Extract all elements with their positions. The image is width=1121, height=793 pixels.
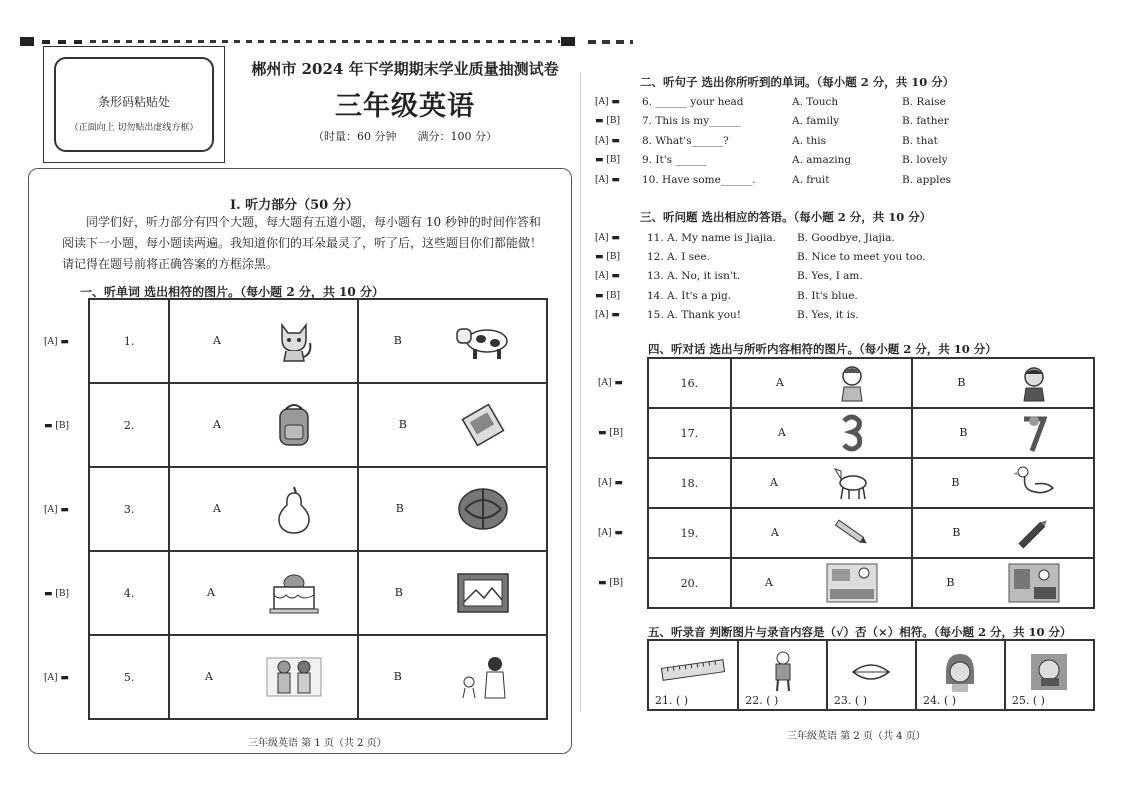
subject-title: 三年级英语 [335,91,475,122]
table-row [648,458,1094,508]
room-icon [1008,563,1060,603]
option-b: B. father [902,115,949,127]
option-a: A [731,558,913,608]
question-text: 7. This is my______ [642,115,741,127]
answer-mark: [A] ▬ [595,271,620,281]
question-number: 20. [648,558,731,608]
barcode-sticker-area [43,46,225,163]
answer-mark: [A] ▬ [595,233,620,243]
option-b: B. Yes, it is. [797,309,859,321]
answer-mark: ▬ [B] [595,291,621,301]
answer-mark: [A] ▬ [44,673,69,683]
girl-face-icon [837,363,867,403]
option-b: B. Nice to meet you too. [797,251,926,263]
pencil-icon [832,516,872,550]
option-a: A. family [792,115,840,127]
option-a: A. this [792,135,826,147]
list-item [1005,640,1094,710]
option-a: A. Touch [792,96,839,108]
answer-mark: [A] ▬ [44,337,69,347]
duck-icon [1013,464,1055,502]
answer-mark: [A] ▬ [595,310,620,320]
list-item [738,640,827,710]
answer-mark: [A] ▬ [595,136,620,146]
option-b: B [912,408,1094,458]
option-a: A. fruit [792,174,830,186]
question-text: 6. ______ your head [642,96,744,108]
question-number: 2. [89,383,169,467]
answer-mark: [A] ▬ [595,97,620,107]
registration-mark [42,40,50,44]
boy-face-icon [1019,363,1049,403]
answer-blank[interactable]: 23. ( ) [833,694,867,707]
table-row [89,383,547,467]
answer-mark: ▬ [B] [598,578,624,588]
section4-title: 四、听对话 选出与所听内容相符的图片。（每小题 2 分，共 10 分） [648,342,997,356]
option-b: B. It's blue. [797,290,858,302]
mouth-icon [851,662,891,682]
option-b: B [912,358,1094,408]
option-a: 12. A. I see. [647,251,710,263]
question-number: 18. [648,458,731,508]
page-two-footer: 三年级英语 第 2 页（共 4 页） [787,731,926,742]
question-number: 17. [648,408,731,458]
registration-mark [58,40,66,44]
answer-blank[interactable]: 21. ( ) [655,694,689,707]
option-a: A [169,299,358,383]
picture-frame-icon [456,572,510,614]
question-text: 9. It's ______ [642,154,707,166]
answer-mark: [A] ▬ [595,175,620,185]
barcode-title: 条形码粘贴处 [97,95,170,109]
section4-table [647,357,1095,609]
list-item [827,640,916,710]
question-number: 4. [89,551,169,635]
question-number: 1. [89,299,169,383]
option-b: B [912,558,1094,608]
horse-icon [831,465,873,501]
table-row [648,640,1094,710]
answer-blank[interactable]: 24. ( ) [922,694,957,707]
schoolbag-icon [274,401,314,449]
list-item [648,640,738,710]
table-row [89,551,547,635]
table-row [648,358,1094,408]
answer-mark: [A] ▬ [44,505,69,515]
section1-title: 一、听单词 选出相符的图片。（每小题 2 分，共 10 分） [80,285,384,299]
number-seven-icon [1021,413,1047,453]
table-row [89,299,547,383]
girl-icon [455,654,511,700]
part-title: I. 听力部分（50 分） [230,198,359,213]
answer-mark: ▬ [B] [595,252,621,262]
registration-mark [20,37,34,46]
option-a: 13. A. No, it isn't. [647,270,741,282]
option-a: A [169,383,358,467]
cow-icon [455,321,511,361]
option-a: A [731,358,913,408]
ruler-icon [658,658,728,682]
page-one-footer: 三年级英语 第 1 页（共 2 页） [248,738,387,749]
option-a: A [731,408,913,458]
question-number: 19. [648,508,731,558]
table-row [648,508,1094,558]
option-a: A [731,508,913,558]
option-a: A [731,458,913,508]
barcode-note: （正面向上 切勿贴出虚线方框） [69,123,199,133]
option-b: B [358,467,547,551]
option-a: A [169,551,358,635]
registration-mark [90,40,560,43]
cat-icon [274,319,314,363]
number-three-icon [839,413,865,453]
answer-mark: ▬ [B] [44,421,70,431]
answer-blank[interactable]: 25. ( ) [1011,694,1045,707]
question-number: 5. [89,635,169,719]
question-number: 16. [648,358,731,408]
option-b: B. apples [902,174,952,186]
exam-header: 郴州市 2024 年下学期期末学业质量抽测试卷 [251,60,559,78]
table-row [89,467,547,551]
option-a: A [169,467,358,551]
face-icon [942,652,978,692]
book-icon [460,402,506,448]
option-a: 15. A. Thank you! [647,309,742,321]
option-b: B [358,383,547,467]
answer-mark: [A] ▬ [598,478,623,488]
answer-mark: ▬ [B] [595,155,621,165]
option-a: A [169,635,358,719]
answer-mark: [A] ▬ [598,528,623,538]
section5-table [647,639,1095,711]
option-b: B. Yes, I am. [797,270,863,282]
boy-icon [768,650,798,692]
registration-mark [561,37,575,46]
table-row [89,635,547,719]
question-text: 8. What's______? [642,135,729,147]
section1-table [88,298,548,720]
answer-mark: [A] ▬ [598,378,623,388]
option-b: B [912,458,1094,508]
exam-meta [245,128,565,144]
two-people-icon [266,657,322,697]
option-a: 14. A. It's a pig. [647,290,732,302]
cake-icon [268,571,320,615]
list-item [916,640,1005,710]
question-number: 3. [89,467,169,551]
page-divider [580,72,581,712]
instructions: 同学们好，听力部分有四个大题，每大题有五道小题，每小题有 10 秒钟的时间作答和阅读下一小题，每小题读两遍。我知道你们的耳朵最灵了，听了后，这些题目你们都能做！请记得在题号前将正确答案的方框涂黑。 [62,215,543,271]
option-b: B. lovely [902,154,948,166]
answer-mark: ▬ [B] [595,116,621,126]
option-b: B [358,551,547,635]
answer-mark: ▬ [B] [598,428,624,438]
section2-title: 二、听句子 选出你所听到的单词。（每小题 2 分，共 10 分） [640,75,955,89]
section5-title: 五、听录音 判断图片与录音内容是（√）否（×）相符。（每小题 2 分，共 10 分） [648,625,1072,639]
option-a: 11. A. My name is Jiajia. [647,232,776,244]
section3-title: 三、听问题 选出相应的答语。（每小题 2 分，共 10 分） [640,210,932,224]
option-a: A. amazing [792,154,852,166]
table-row [648,408,1094,458]
table-row [648,558,1094,608]
answer-mark: ▬ [B] [44,589,70,599]
question-text: 10. Have some______. [642,174,756,186]
option-b: B [912,508,1094,558]
classroom-icon [826,563,878,603]
time-label: （时量：60 分钟 [313,130,397,143]
watermelon-icon [457,487,509,531]
registration-mark [588,40,633,44]
registration-mark [74,40,82,44]
option-b: B [358,299,547,383]
pear-icon [274,483,314,535]
face-wash-icon [1029,652,1069,692]
score-label: 满分：100 分） [417,130,497,143]
option-b: B. that [902,135,938,147]
option-b: B [358,635,547,719]
option-b: B. Goodbye, Jiajia. [797,232,895,244]
pen-icon [1014,516,1054,550]
answer-blank[interactable]: 22. ( ) [745,694,779,707]
option-b: B. Raise [902,96,946,108]
